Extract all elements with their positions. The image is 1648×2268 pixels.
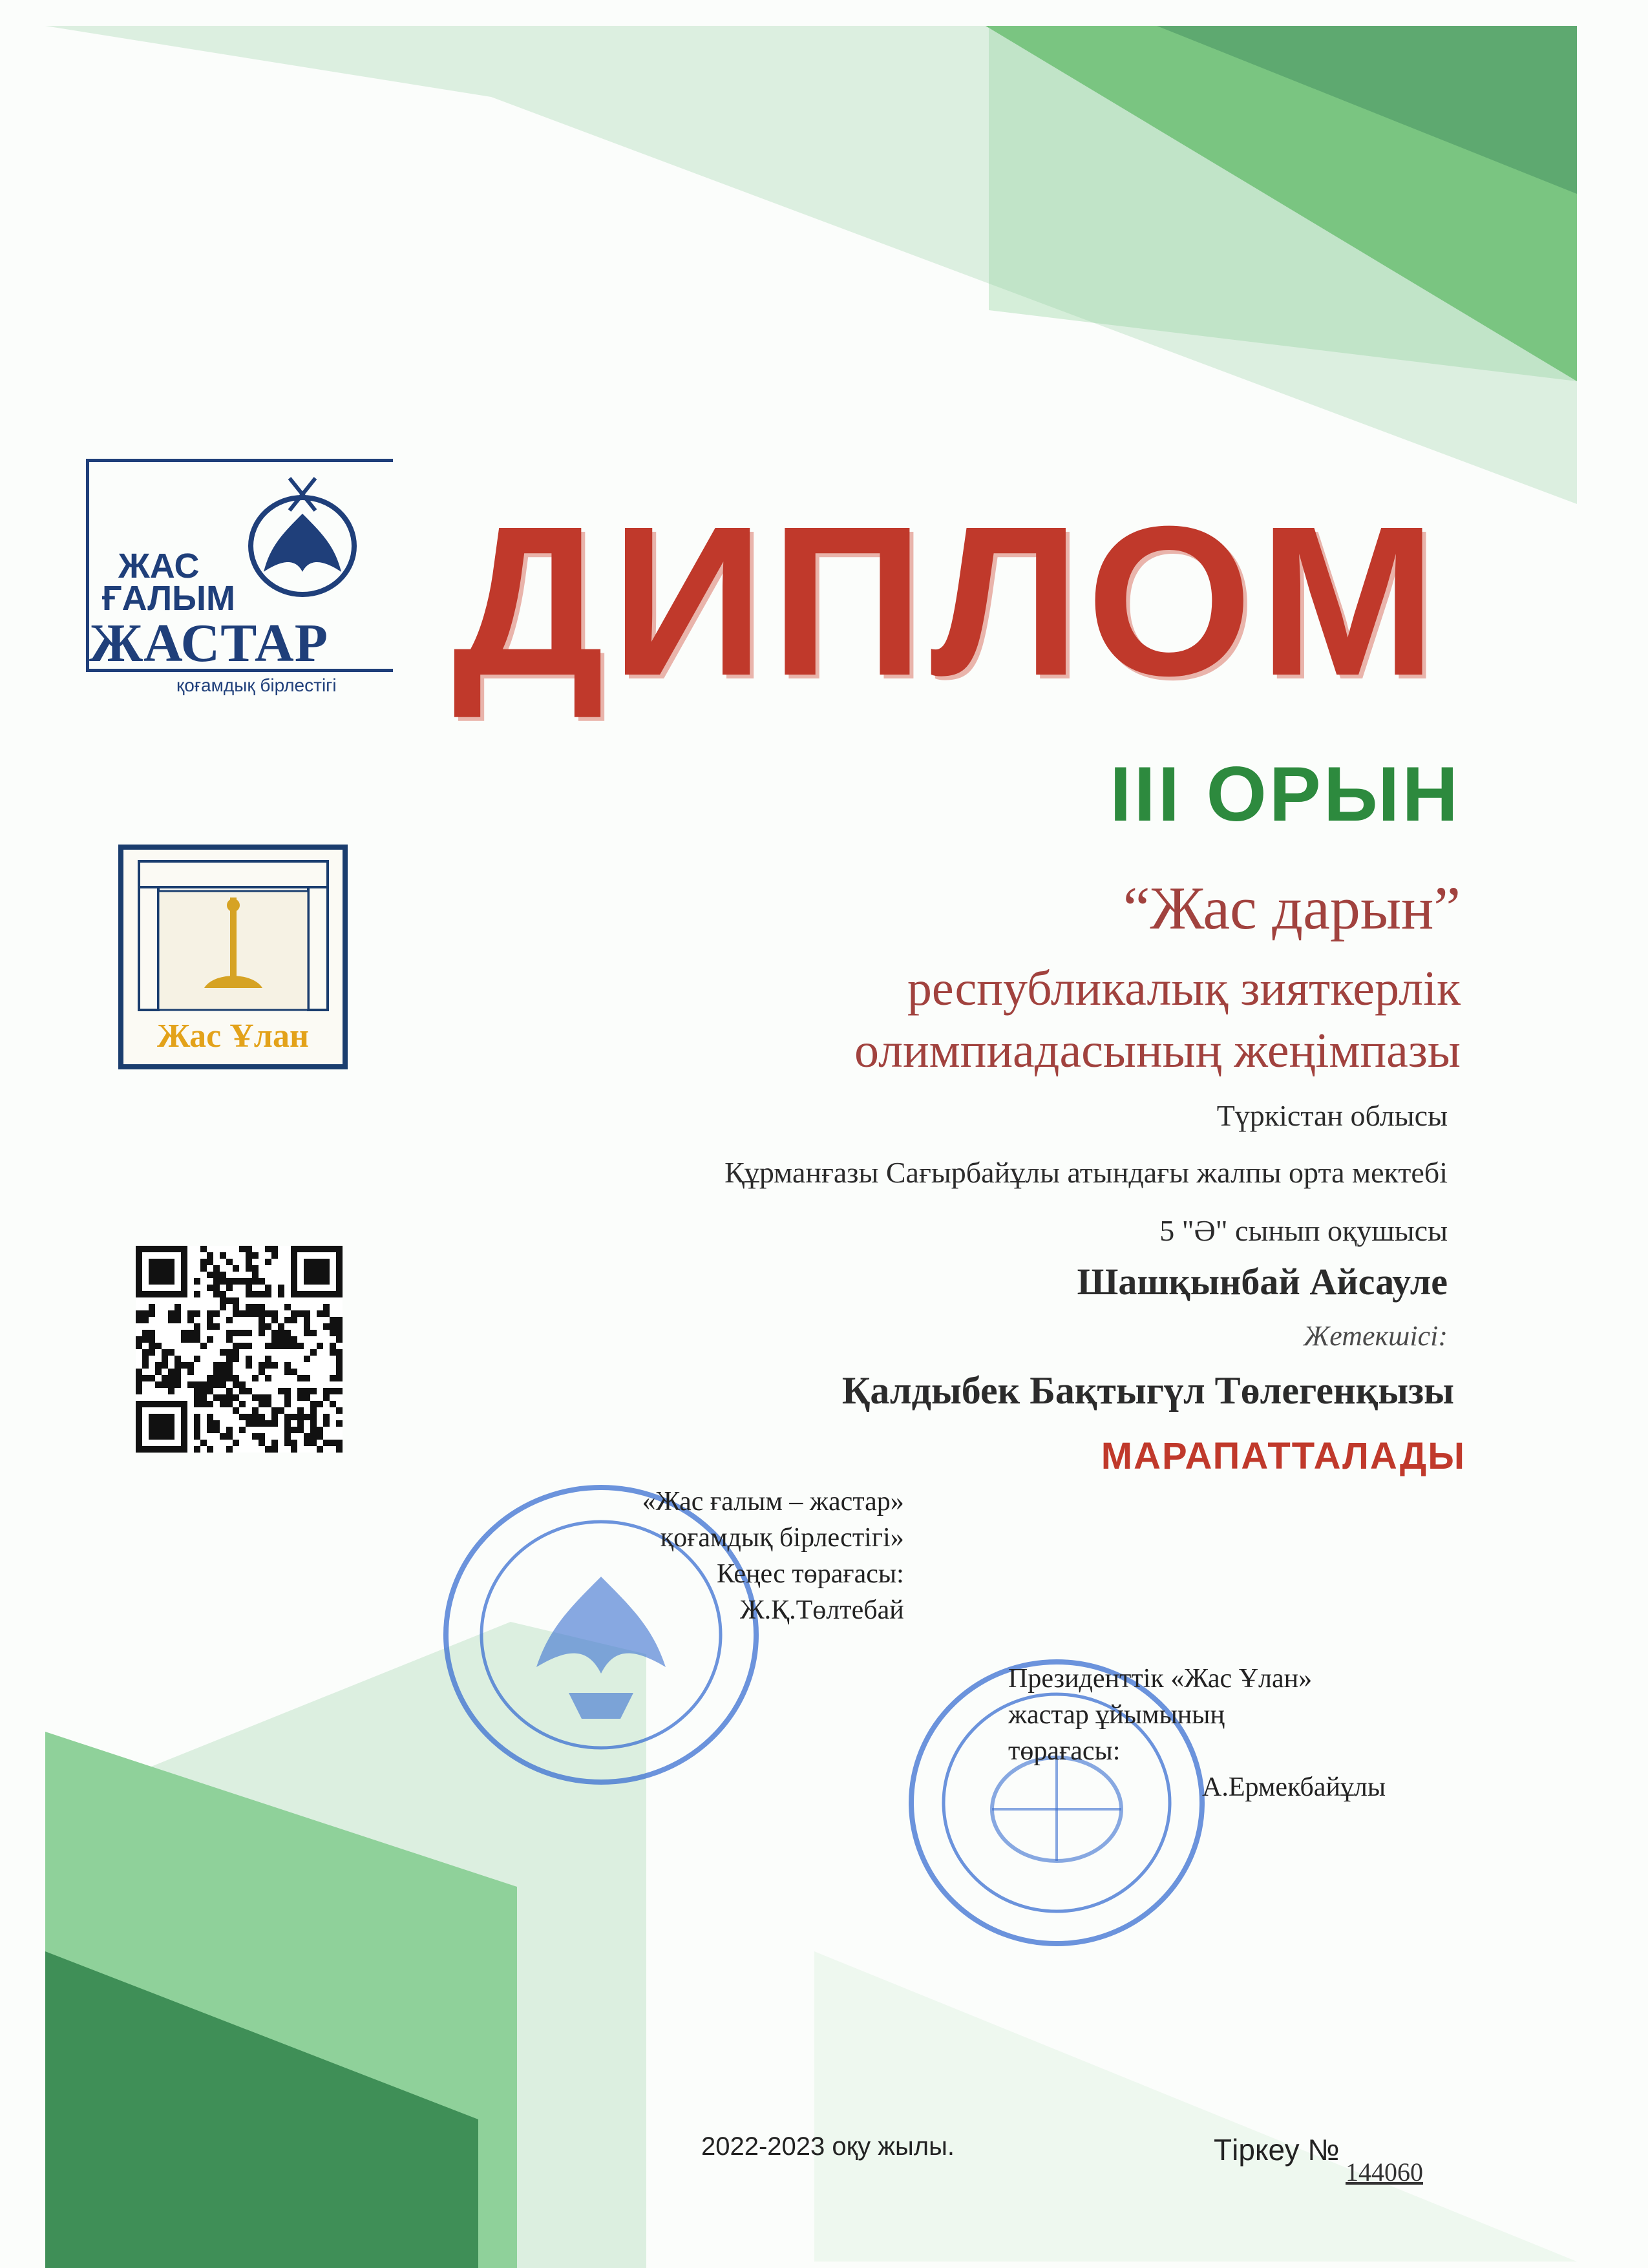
sig2-line3: төрағасы: bbox=[1008, 1736, 1121, 1766]
competition-desc-line1: республикалық зияткерлік bbox=[907, 961, 1461, 1016]
registration-number: 144060 bbox=[1346, 2158, 1423, 2187]
sig1-line2: қоғамдық бірлестігі» bbox=[660, 1523, 904, 1553]
sig1-line1: «Жас ғалым – жастар» bbox=[642, 1487, 904, 1517]
logo-text-birlestigi: қоғамдық бірлестігі bbox=[176, 675, 337, 695]
student-name: Шашқынбай Айсауле bbox=[1077, 1261, 1448, 1303]
signature-block-2 bbox=[1008, 1661, 1386, 1805]
logo-text-zhas: ЖАС bbox=[118, 547, 200, 585]
academic-year: 2022-2023 оқу жылы. bbox=[701, 2132, 955, 2161]
awarded-label: МАРАПАТТАЛАДЫ bbox=[1101, 1435, 1466, 1477]
registration-label: Тіркеу № bbox=[1214, 2133, 1340, 2167]
zhas-galym-zhastar-logo bbox=[86, 459, 393, 695]
competition-name: “Жас дарын” bbox=[1123, 875, 1461, 942]
eagle-emblem-icon bbox=[244, 475, 361, 598]
qr-code-icon[interactable] bbox=[136, 1246, 343, 1453]
sig1-line3: Кеңес төрағасы: bbox=[716, 1559, 904, 1589]
region: Түркістан облысы bbox=[1216, 1099, 1448, 1132]
sig2-line1: Президенттік «Жас Ұлан» bbox=[1008, 1664, 1313, 1694]
supervisor-label: Жетекшісі: bbox=[1304, 1320, 1448, 1352]
school: Құрманғазы Сағырбайұлы атындағы жалпы орта мектебі bbox=[724, 1156, 1448, 1189]
sig1-line4: Ж.Қ.Төлтебай bbox=[740, 1595, 904, 1625]
zhas-ulan-logo bbox=[118, 845, 348, 1069]
diploma-title: ДИПЛОМ bbox=[452, 481, 1443, 720]
place-label: III ОРЫН bbox=[1110, 751, 1461, 837]
signature-block-1 bbox=[585, 1484, 904, 1628]
zhas-ulan-label: Жас Ұлан bbox=[157, 1018, 309, 1055]
sig2-line2: жастар ұйымының bbox=[1008, 1700, 1225, 1730]
logo-text-zhastar: ЖАСТАР bbox=[89, 613, 329, 673]
logo-text-galym: ҒАЛЫМ bbox=[102, 579, 236, 618]
competition-description bbox=[854, 958, 1461, 1082]
sig2-line4: А.Ермекбайұлы bbox=[1202, 1772, 1386, 1802]
competition-desc-line2: олимпиадасының жеңімпазы bbox=[854, 1024, 1461, 1078]
golden-monument-icon bbox=[136, 859, 330, 1014]
supervisor-name: Қалдыбек Бақтыгүл Төлегенқызы bbox=[841, 1369, 1454, 1412]
grade: 5 "Ә" сынып оқушысы bbox=[1159, 1214, 1448, 1247]
